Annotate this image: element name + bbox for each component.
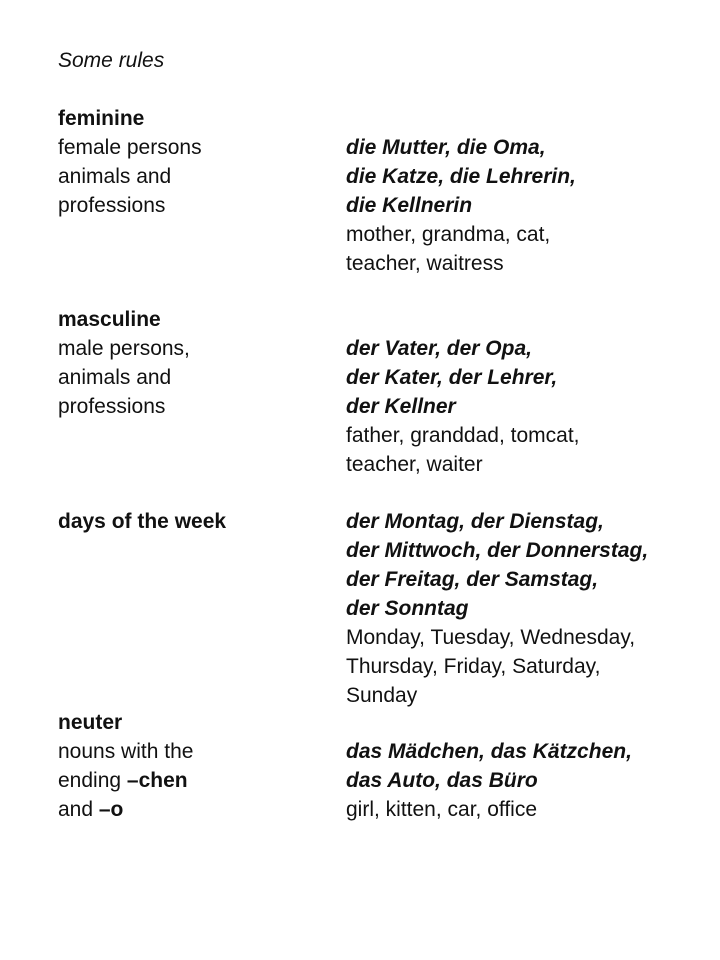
- feminine-examples: [346, 133, 716, 278]
- days-rule: [58, 507, 338, 536]
- masculine-german-line: der Kellner: [346, 395, 456, 418]
- feminine-english-line: teacher, waitress: [346, 252, 504, 275]
- feminine-heading: feminine: [58, 107, 145, 130]
- feminine-rule-line: animals and: [58, 165, 172, 188]
- masculine-examples: [346, 334, 716, 479]
- masculine-rule-line: male persons,: [58, 337, 190, 360]
- masculine-german-line: der Vater, der Opa,: [346, 337, 532, 360]
- neuter-rule-line: nouns with the: [58, 740, 194, 763]
- days-english-line: Sunday: [346, 684, 418, 707]
- and-prefix: and: [58, 798, 99, 821]
- neuter-english-line: girl, kitten, car, office: [346, 798, 538, 821]
- feminine-rule-line: professions: [58, 194, 166, 217]
- days-german-line: der Mittwoch, der Donnerstag,: [346, 539, 649, 562]
- neuter-rule: [58, 708, 338, 824]
- days-german-line: der Freitag, der Samstag,: [346, 568, 599, 591]
- feminine-rule-line: female persons: [58, 136, 202, 159]
- feminine-german-line: die Katze, die Lehrerin,: [346, 165, 576, 188]
- masculine-rule: [58, 305, 338, 421]
- days-heading: days of the week: [58, 510, 227, 533]
- days-english-line: Thursday, Friday, Saturday,: [346, 655, 601, 678]
- feminine-german-line: die Mutter, die Oma,: [346, 136, 546, 159]
- masculine-heading: masculine: [58, 308, 161, 331]
- feminine-english-line: mother, grandma, cat,: [346, 223, 551, 246]
- days-german-line: der Montag, der Dienstag,: [346, 510, 604, 533]
- masculine-german-line: der Kater, der Lehrer,: [346, 366, 558, 389]
- masculine-english-line: teacher, waiter: [346, 453, 483, 476]
- masculine-rule-line: animals and: [58, 366, 172, 389]
- ending-suffix-chen: –chen: [126, 769, 188, 792]
- page-title: Some rules: [58, 49, 165, 72]
- neuter-german-line: das Auto, das Büro: [346, 769, 538, 792]
- days-english-line: Monday, Tuesday, Wednesday,: [346, 626, 636, 649]
- neuter-ending-line: [58, 766, 338, 795]
- masculine-rule-line: professions: [58, 395, 166, 418]
- feminine-rule: [58, 104, 338, 220]
- ending-prefix: ending: [58, 769, 127, 792]
- neuter-examples: [346, 737, 716, 824]
- neuter-german-line: das Mädchen, das Kätzchen,: [346, 740, 632, 763]
- days-german-line: der Sonntag: [346, 597, 469, 620]
- feminine-german-line: die Kellnerin: [346, 194, 473, 217]
- ending-suffix-o: –o: [98, 798, 124, 821]
- neuter-and-line: [58, 795, 338, 824]
- days-examples: [346, 507, 716, 710]
- neuter-heading: neuter: [58, 711, 123, 734]
- masculine-english-line: father, granddad, tomcat,: [346, 424, 580, 447]
